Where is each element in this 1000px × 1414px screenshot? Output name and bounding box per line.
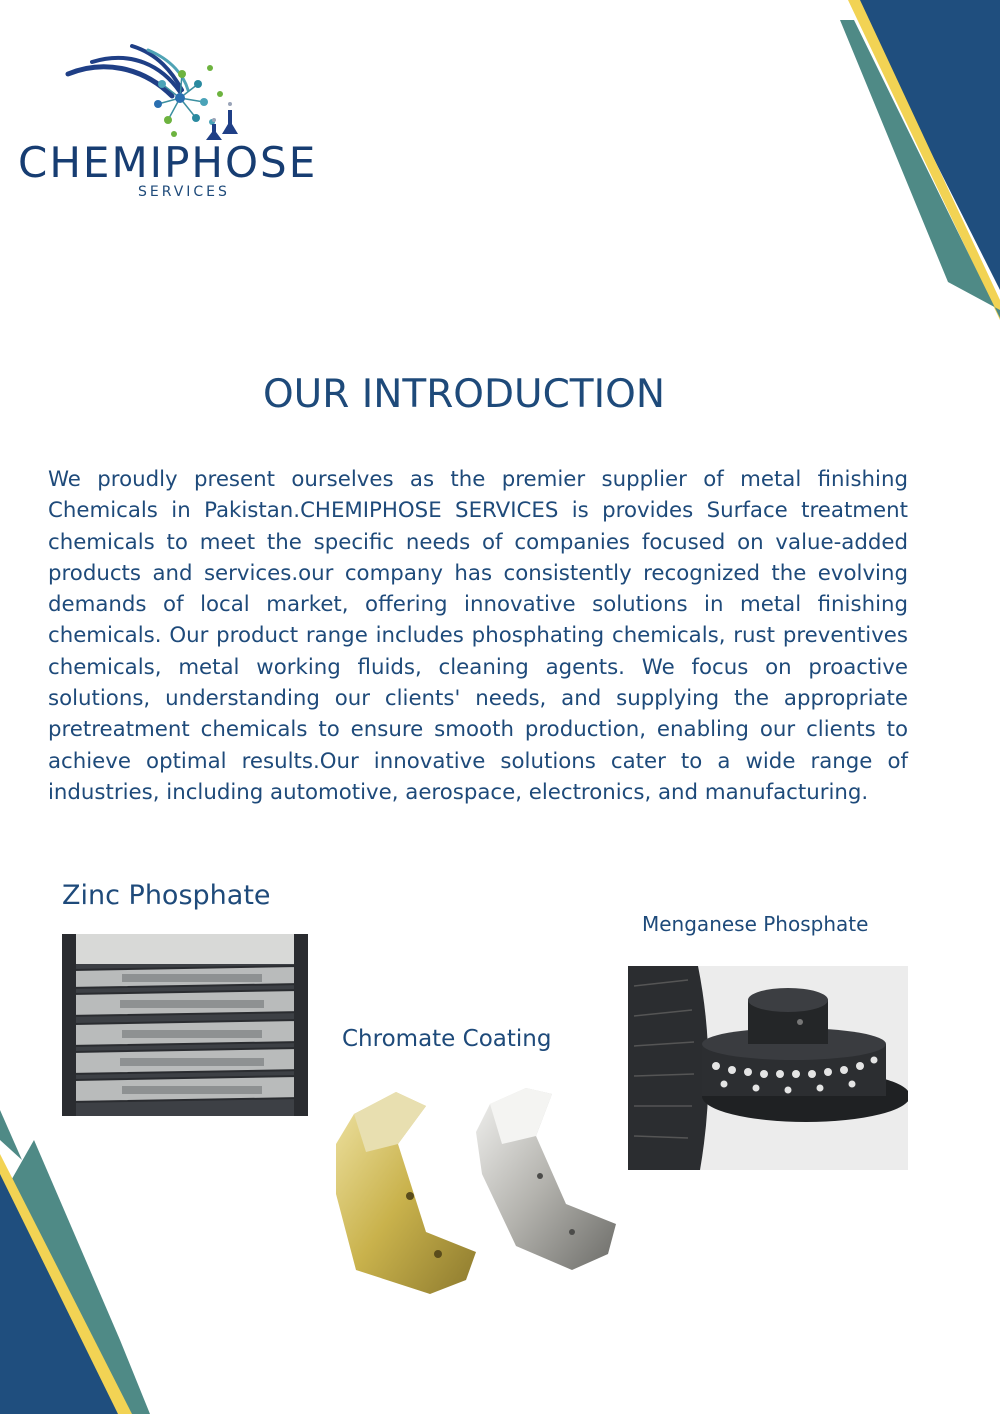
chromate-coating-label: Chromate Coating [342,1026,552,1052]
molecule-logo-icon [62,40,262,140]
intro-paragraph: We proudly present ourselves as the premier supplier of metal finishing Chemicals in Pakistan.CHEMIPHOSE SERVICES is provides Surface treatment chemicals to meet the specific needs of companies focused on value-added products and services.our company has consistently recognized the evolving demands of local market, offering innovative solutions in metal finishing chemicals. Our product range includes phosphating chemicals, rust preventives chemicals, metal working fluids, cleaning agents. We focus on proactive solutions, understanding our clients' needs, and supplying the appropriate pretreatment chemicals to ensure smooth production, enabling our clients to achieve optimal results.Our innovative solutions cater to a wide range of industries, including automotive, aerospace, electronics, and manufacturing. [48,467,908,805]
manganese-phosphate-photo [628,966,908,1170]
manganese-phosphate-label: Menganese Phosphate [642,912,869,936]
corner-decoration-top [840,0,1000,320]
corner-decoration-bottom [0,1090,160,1414]
page-title: OUR INTRODUCTION [262,372,666,417]
zinc-phosphate-photo [62,934,308,1116]
logo-wordmark: CHEMIPHOSE [18,138,318,187]
logo-tagline: SERVICES [138,184,230,200]
chromate-coating-photo [326,1084,626,1304]
company-logo [12,40,332,210]
zinc-phosphate-label: Zinc Phosphate [62,880,271,911]
